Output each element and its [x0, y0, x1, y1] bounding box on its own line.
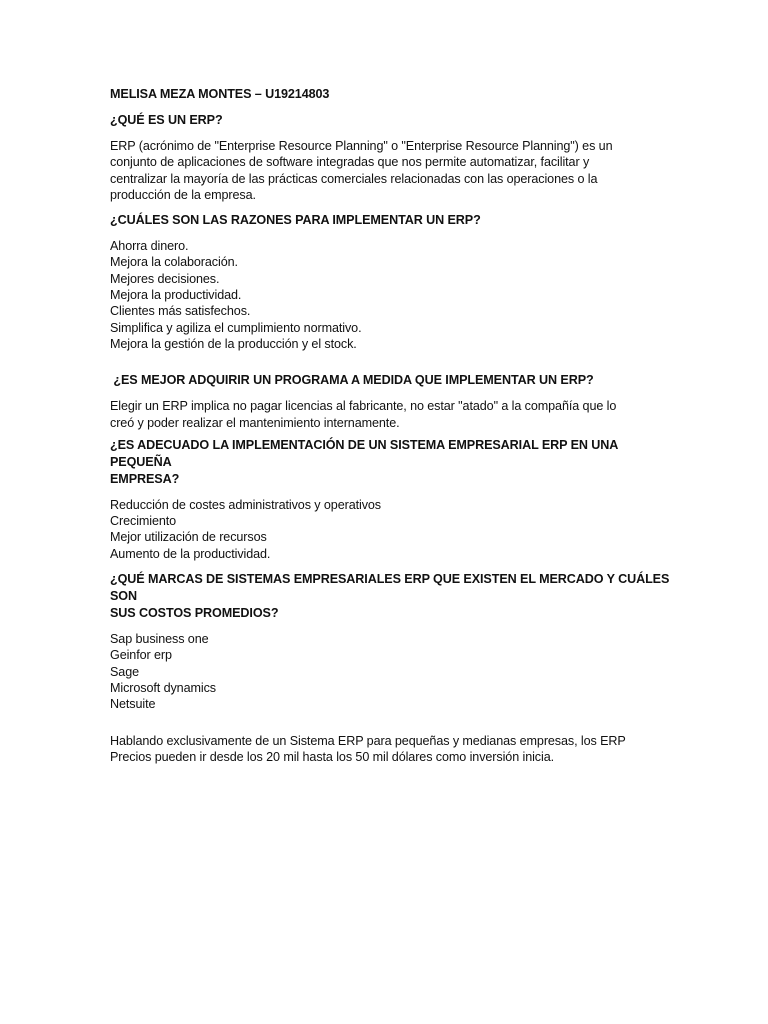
q5-heading-line: SUS COSTOS PROMEDIOS? — [110, 606, 279, 621]
list-item: Mejores decisiones. — [110, 271, 220, 286]
list-item: Netsuite — [110, 697, 156, 712]
q5-heading-line: ¿QUÉ MARCAS DE SISTEMAS EMPRESARIALES ERP QUE EXISTEN EL MERCADO Y CUÁLES SON — [110, 572, 670, 604]
q5-brands-list — [110, 631, 670, 712]
q1-paragraph — [110, 138, 670, 203]
q2-reasons-list — [110, 238, 670, 352]
author-line: MELISA MEZA MONTES – U19214803 — [110, 87, 330, 101]
q3-line: creó y poder realizar el mantenimiento internamente. — [110, 415, 400, 430]
list-item: Sage — [110, 664, 140, 679]
list-item: Mejora la colaboración. — [110, 255, 238, 270]
q5-closing-line: Precios pueden ir desde los 20 mil hasta los 50 mil dólares como inversión inicia. — [110, 749, 555, 764]
list-item: Ahorra dinero. — [110, 239, 189, 254]
list-item: Mejor utilización de recursos — [110, 530, 267, 545]
list-item: Reducción de costes administrativos y operativos — [110, 497, 381, 512]
q3-heading: ¿ES MEJOR ADQUIRIR UN PROGRAMA A MEDIDA QUE IMPLEMENTAR UN ERP? — [110, 373, 594, 388]
list-item: Geinfor erp — [110, 648, 172, 663]
list-item: Microsoft dynamics — [110, 680, 216, 695]
list-item: Crecimiento — [110, 514, 177, 529]
q4-heading-line: EMPRESA? — [110, 471, 180, 486]
q3-paragraph — [110, 398, 670, 431]
q1-line: conjunto de aplicaciones de software integradas que nos permite automatizar, facilitar y — [110, 155, 590, 170]
list-item: Sap business one — [110, 632, 209, 647]
document-page — [110, 86, 670, 765]
q5-closing-line: Hablando exclusivamente de un Sistema ERP para pequeñas y medianas empresas, los ERP — [110, 733, 626, 748]
q1-line: centralizar la mayoría de las prácticas comerciales relacionadas con las operaciones o la — [110, 171, 598, 186]
list-item: Clientes más satisfechos. — [110, 304, 251, 319]
q1-line: ERP (acrónimo de "Enterprise Resource Planning" o "Enterprise Resource Planning") es un — [110, 139, 613, 153]
q4-heading — [110, 437, 670, 488]
q5-heading — [110, 571, 670, 622]
list-item: Simplifica y agiliza el cumplimiento normativo. — [110, 320, 362, 335]
q4-heading-line: ¿ES ADECUADO LA IMPLEMENTACIÓN DE UN SISTEMA EMPRESARIAL ERP EN UNA PEQUEÑA — [110, 437, 618, 469]
list-item: Mejora la productividad. — [110, 288, 242, 303]
q1-line: producción de la empresa. — [110, 187, 256, 202]
list-item: Aumento de la productividad. — [110, 546, 271, 561]
q5-closing-paragraph — [110, 733, 670, 766]
q2-heading: ¿CUÁLES SON LAS RAZONES PARA IMPLEMENTAR UN ERP? — [110, 213, 481, 228]
q4-benefits-list — [110, 497, 670, 562]
list-item: Mejora la gestión de la producción y el stock. — [110, 336, 357, 351]
q1-heading: ¿QUÉ ES UN ERP? — [110, 113, 223, 127]
q3-line: Elegir un ERP implica no pagar licencias al fabricante, no estar "atado" a la compañía que lo — [110, 399, 617, 414]
